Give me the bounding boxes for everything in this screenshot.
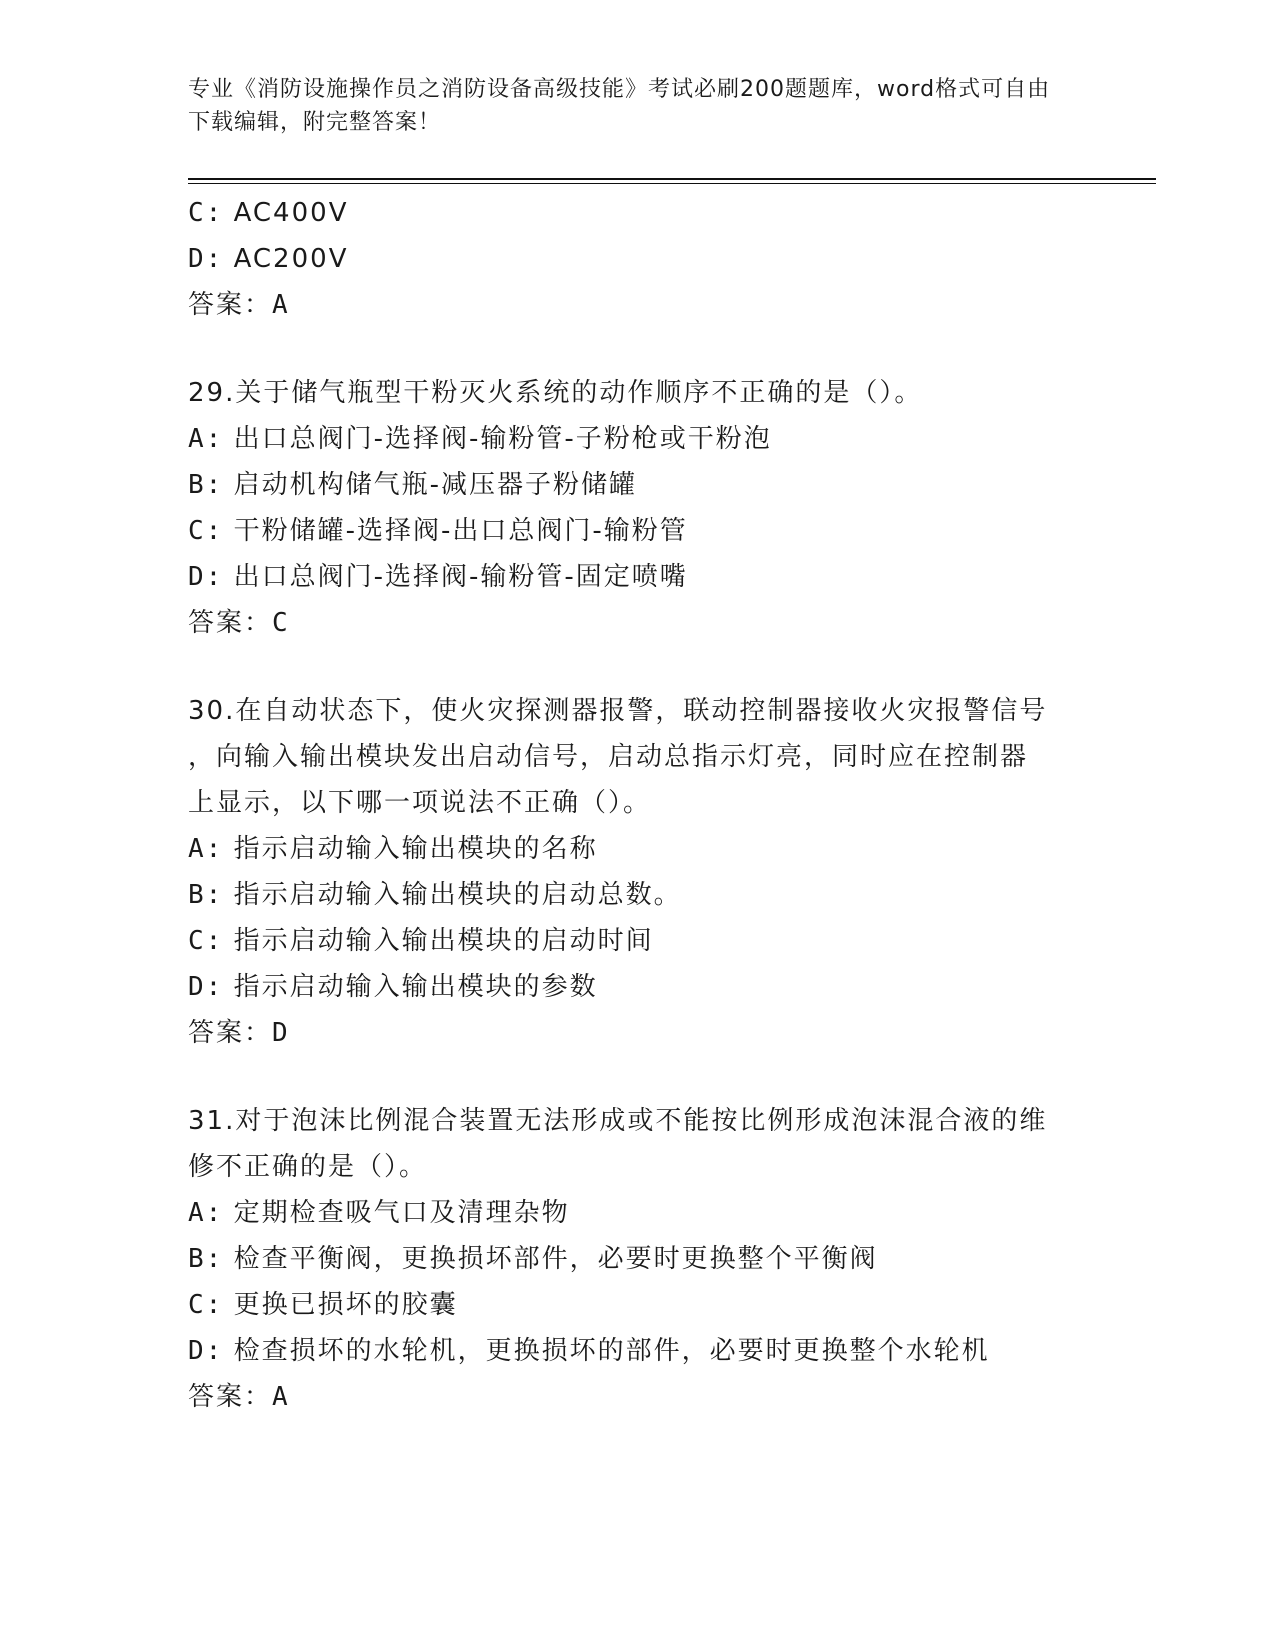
option-label: D: [188,1336,224,1366]
option-c [188,508,1088,554]
answer-line [188,282,1088,328]
question-block [188,1098,1088,1420]
option-text: 更换已损坏的胶囊 [233,1290,458,1320]
option-label: A: [188,424,224,454]
option-a [188,416,1088,462]
prev-question-block [188,190,1088,328]
option-text: 指示启动输入输出模块的启动时间 [233,926,654,956]
option-label: D: [188,972,224,1002]
option-a [188,1190,1088,1236]
option-b [188,872,1088,918]
option-text: 定期检查吸气口及清理杂物 [233,1198,570,1228]
document-title: 专业《消防设施操作员之消防设备高级技能》考试必刷200题题库，word格式可自由下载编辑，附完整答案！ [188,77,1051,135]
option-label: C: [188,1290,224,1320]
question-stem-continued: 上显示，以下哪一项说法不正确（）。 [188,788,652,818]
option-label: B: [188,880,224,910]
option-text: 指示启动输入输出模块的名称 [233,834,598,864]
document-header [188,73,1068,139]
option-text: 出口总阀门-选择阀-输粉管-子粉枪或干粉泡 [233,424,772,454]
question-stem-continued: 修不正确的是（）。 [188,1152,428,1182]
option-text: 指示启动输入输出模块的参数 [233,972,598,1002]
question-stem-continued: ，向输入输出模块发出启动信号，启动总指示灯亮，同时应在控制器 [188,742,1029,772]
question-block [188,370,1088,646]
answer-label: 答案： [188,1018,273,1048]
option-text: 检查平衡阀，更换损坏部件，必要时更换整个平衡阀 [233,1244,878,1274]
header-divider-thick [188,178,1156,180]
option-label: B: [188,470,224,500]
question-block [188,688,1088,1056]
answer-line [188,1374,1088,1420]
option-d [188,1328,1088,1374]
option-label: A: [188,834,224,864]
option-c [188,1282,1088,1328]
answer-value: A [272,290,290,320]
option-label: A: [188,1198,224,1228]
option-label: D: [188,244,224,274]
option-label: C: [188,516,224,546]
answer-label: 答案： [188,290,273,320]
answer-value: D [272,1018,290,1048]
answer-line [188,600,1088,646]
option-text: AC400V [233,198,349,228]
option-label: B: [188,1244,224,1274]
answer-line [188,1010,1088,1056]
document-body [188,190,1088,1420]
answer-value: A [272,1382,290,1412]
answer-label: 答案： [188,1382,273,1412]
option-text: 出口总阀门-选择阀-输粉管-固定喷嘴 [233,562,688,592]
option-b [188,1236,1088,1282]
option-text: 指示启动输入输出模块的启动总数。 [233,880,682,910]
header-divider-thin [188,183,1156,184]
option-a [188,826,1088,872]
option-label: C: [188,926,224,956]
option-text: 启动机构储气瓶-减压器子粉储罐 [233,470,637,500]
option-d [188,554,1088,600]
option-d [188,964,1088,1010]
option-label: C: [188,198,224,228]
question-stem: 29.关于储气瓶型干粉灭火系统的动作顺序不正确的是（）。 [188,378,923,408]
answer-value: C [272,608,290,638]
option-text: AC200V [233,244,349,274]
question-stem: 31.对于泡沫比例混合装置无法形成或不能按比例形成泡沫混合液的维 [188,1106,1048,1136]
question-stem: 30.在自动状态下，使火灾探测器报警，联动控制器接收火灾报警信号 [188,696,1048,726]
option-text: 干粉储罐-选择阀-出口总阀门-输粉管 [233,516,688,546]
answer-label: 答案： [188,608,273,638]
option-c [188,918,1088,964]
option-label: D: [188,562,224,592]
option-d [188,236,1088,282]
option-c [188,190,1088,236]
option-text: 检查损坏的水轮机，更换损坏的部件，必要时更换整个水轮机 [233,1336,990,1366]
option-b [188,462,1088,508]
